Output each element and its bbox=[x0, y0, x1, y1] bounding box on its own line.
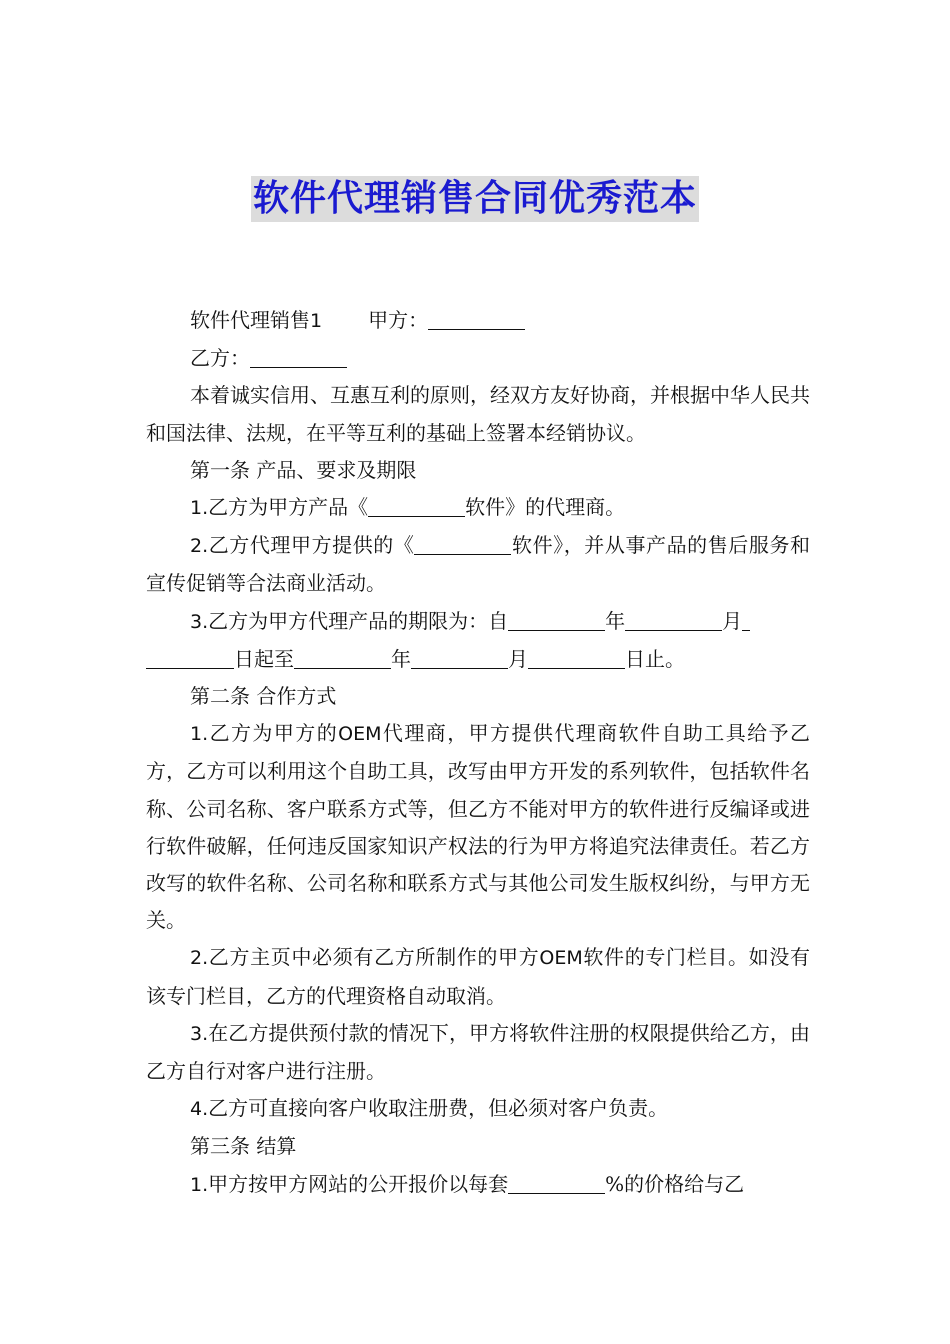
item-number: 3. bbox=[190, 610, 209, 633]
item-number: 2. bbox=[190, 535, 209, 558]
item-text: 乙方可直接向客户收取注册费，但必须对客户负责。 bbox=[208, 1096, 669, 1121]
article-1-item-2 bbox=[146, 527, 810, 602]
item-text: 软件》，并从事产品的售后服务和宣传促销等合法商业活动。 bbox=[146, 533, 811, 596]
item-text: 软件》的代理商。 bbox=[465, 495, 626, 520]
year-label: 年 bbox=[605, 608, 626, 633]
item-text: 乙方主页中必须有乙方所制作的甲方 bbox=[208, 945, 540, 970]
party-a-blank bbox=[428, 309, 525, 330]
item-number: 4. bbox=[190, 1098, 209, 1121]
item-text: 乙方为甲方代理产品的期限为：自 bbox=[208, 608, 509, 633]
item-number: 2. bbox=[190, 947, 209, 970]
start-day-blank bbox=[146, 648, 234, 669]
item-text: 在乙方提供预付款的情况下，甲方将软件注册的权限提供给乙方，由乙方自行对客户进行注册。 bbox=[146, 1020, 810, 1084]
item-text: 代理商，甲方提供代理商软件自助工具给予乙方，乙方可以利用这个自助工具，改写由甲方开发的系列软件，包括软件名称、公司名称、客户联系方式等，但乙方不能对甲方的软件进行反编译或进行软件破解，任何违反国家知识产权法的行为甲方将追究法律责任。若乙方改写的软件名称、公司名称和联系方式与其他公司发生版权纠纷，与甲方无关。 bbox=[146, 721, 811, 933]
month-label: 月 bbox=[508, 646, 528, 671]
article-2-item-4 bbox=[146, 1090, 810, 1128]
intro-heading-prefix: 软件代理销售 bbox=[190, 308, 310, 332]
end-label: 日止。 bbox=[625, 646, 685, 671]
item-text: 乙方为甲方产品《 bbox=[208, 495, 369, 520]
party-b-label: 乙方： bbox=[190, 346, 250, 371]
article-1-item-1 bbox=[146, 489, 810, 527]
discount-percent-blank bbox=[508, 1173, 605, 1194]
item-text: 乙方为甲方的 bbox=[208, 721, 339, 746]
oem-term: OEM bbox=[539, 947, 583, 970]
party-b-line bbox=[146, 340, 810, 377]
item-text: %的价格给与乙 bbox=[605, 1171, 745, 1196]
article-2-item-3 bbox=[146, 1015, 810, 1090]
oem-term: OEM bbox=[338, 723, 382, 746]
title-block bbox=[0, 176, 950, 222]
year-label: 年 bbox=[391, 646, 411, 671]
item-number: 1. bbox=[190, 1173, 209, 1196]
item-number: 1. bbox=[190, 723, 209, 746]
software-name-blank bbox=[368, 496, 465, 517]
article-1-item-3-line-2 bbox=[146, 641, 810, 678]
article-2-item-1 bbox=[146, 715, 810, 939]
article-3-item-1 bbox=[146, 1166, 810, 1204]
end-year-blank bbox=[294, 648, 391, 669]
document-title: 软件代理销售合同优秀范本 bbox=[251, 176, 699, 222]
start-year-blank bbox=[508, 610, 605, 631]
start-month-blank bbox=[625, 610, 722, 631]
party-a-label: 甲方： bbox=[368, 308, 429, 332]
month-label: 月 bbox=[722, 608, 743, 633]
article-1-heading: 第一条 产品、要求及期限 bbox=[190, 457, 417, 482]
party-b-blank bbox=[250, 347, 347, 368]
document-body bbox=[146, 302, 810, 1204]
end-day-blank bbox=[528, 648, 625, 669]
item-text: 甲方按甲方网站的公开报价以每套 bbox=[208, 1171, 509, 1196]
software-name-blank bbox=[414, 534, 511, 555]
article-3-heading: 第三条 结算 bbox=[190, 1134, 297, 1159]
article-1-item-3-line-1 bbox=[146, 603, 810, 641]
item-number: 1. bbox=[190, 497, 209, 520]
intro-line bbox=[146, 302, 810, 340]
start-day-blank-part bbox=[742, 610, 750, 631]
item-text: 软件的专门栏目。如没有该专门栏目，乙方的代理资格自动取消。 bbox=[146, 945, 811, 1008]
article-2-heading: 第二条 合作方式 bbox=[190, 684, 337, 709]
article-2-item-2 bbox=[146, 939, 810, 1014]
preamble-paragraph: 本着诚实信用、互惠互利的原则，经双方友好协商，并根据中华人民共和国法律、法规，在平等互利的基础上签署本经销协议。 bbox=[146, 383, 810, 445]
end-month-blank bbox=[411, 648, 508, 669]
item-number: 3. bbox=[190, 1022, 209, 1045]
item-text: 乙方代理甲方提供的《 bbox=[208, 533, 415, 558]
day-to-label: 日起至 bbox=[234, 646, 294, 671]
intro-heading-number: 1 bbox=[310, 310, 323, 332]
